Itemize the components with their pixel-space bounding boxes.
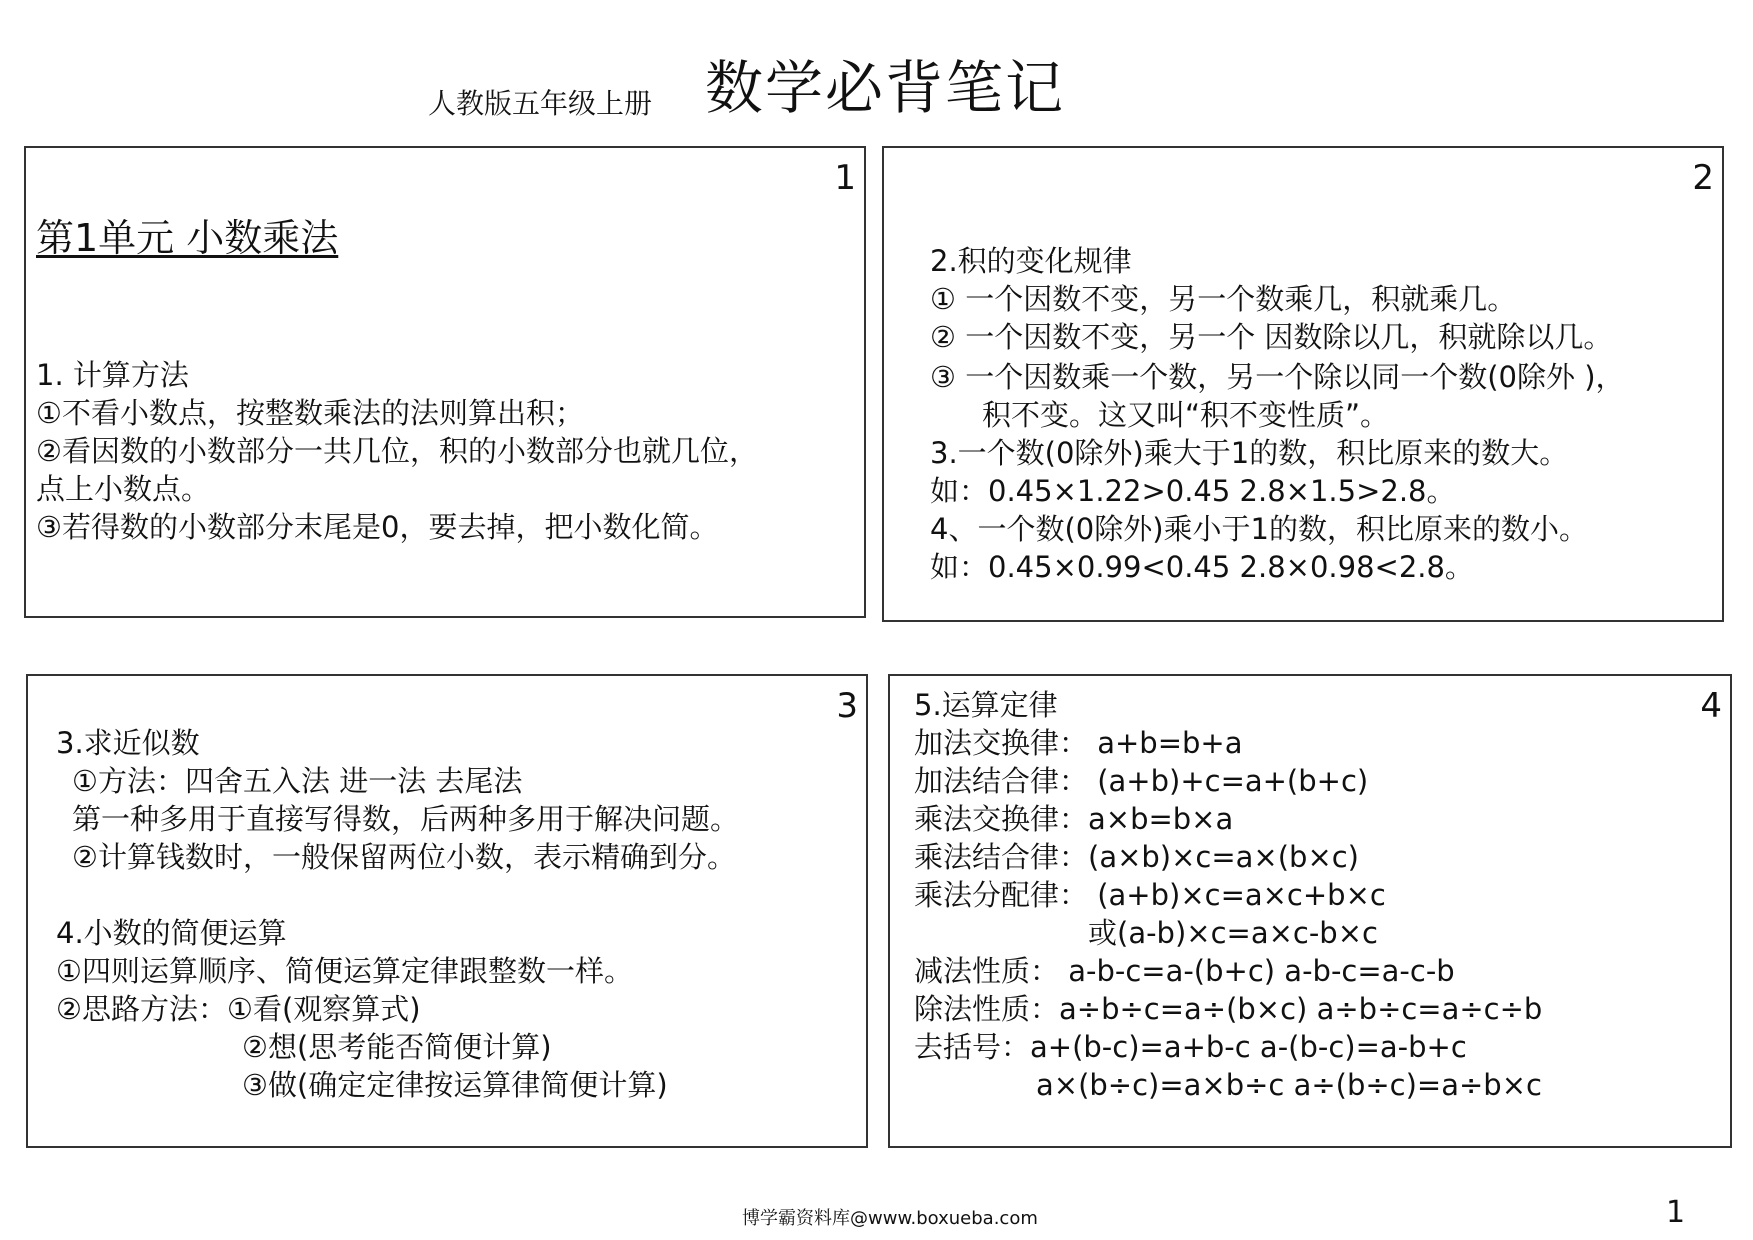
note-line: ③ 一个因数乘一个数，另一个除以同一个数(0除外 )， [930, 360, 1625, 394]
card-number: 2 [1692, 158, 1714, 198]
card-number: 4 [1700, 686, 1722, 726]
note-line: 第一种多用于直接写得数，后两种多用于解决问题。 [72, 802, 740, 836]
note-line: ②计算钱数时，一般保留两位小数，表示精确到分。 [72, 840, 736, 874]
page-number: 1 [1666, 1195, 1686, 1230]
section-heading: 1. 计算方法 [36, 358, 189, 392]
note-line: ②思路方法：①看(观察算式) [56, 992, 421, 1026]
law-line: 减法性质： a-b-c=a-(b+c) a-b-c=a-c-b [914, 954, 1455, 988]
note-line: ①四则运算顺序、简便运算定律跟整数一样。 [56, 954, 633, 988]
law-line: 加法交换律： a+b=b+a [914, 726, 1243, 760]
note-card-4 [888, 674, 1732, 1148]
note-line: ②看因数的小数部分一共几位，积的小数部分也就几位， [36, 434, 758, 468]
card-number: 3 [836, 686, 858, 726]
law-line: 乘法结合律：(a×b)×c=a×(b×c) [914, 840, 1359, 874]
section-heading: 3.一个数(0除外)乘大于1的数，积比原来的数大。 [930, 436, 1569, 470]
section-heading: 4.小数的简便运算 [56, 916, 287, 950]
page-title: 数学必背笔记 [705, 54, 1066, 122]
note-line: ①不看小数点，按整数乘法的法则算出积； [36, 396, 584, 430]
note-line: 积不变。这又叫“积不变性质”。 [982, 398, 1390, 432]
note-card-1 [24, 146, 866, 618]
law-line: 去括号：a+(b-c)=a+b-c a-(b-c)=a-b+c [914, 1030, 1467, 1064]
note-card-3 [26, 674, 868, 1148]
example-line: 如：0.45×0.99<0.45 2.8×0.98<2.8。 [930, 550, 1474, 584]
law-line: 或(a-b)×c=a×c-b×c [1088, 916, 1378, 950]
card-number: 1 [834, 158, 856, 198]
note-line: 点上小数点。 [36, 472, 211, 506]
note-line: ③做(确定定律按运算律简便计算) [242, 1068, 668, 1102]
section-heading: 5.运算定律 [914, 688, 1058, 722]
section-heading: 4、一个数(0除外)乘小于1的数，积比原来的数小。 [930, 512, 1588, 546]
note-line: ① 一个因数不变，另一个数乘几，积就乘几。 [930, 282, 1517, 316]
law-line: 乘法分配律： (a+b)×c=a×c+b×c [914, 878, 1386, 912]
law-line: 除法性质：a÷b÷c=a÷(b×c) a÷b÷c=a÷c÷b [914, 992, 1543, 1026]
law-line: 加法结合律： (a+b)+c=a+(b+c) [914, 764, 1369, 798]
note-line: ②想(思考能否简便计算) [242, 1030, 552, 1064]
note-line: ③若得数的小数部分末尾是0，要去掉，把小数化简。 [36, 510, 719, 544]
note-line: ② 一个因数不变，另一个 因数除以几，积就除以几。 [930, 320, 1613, 354]
section-heading: 2.积的变化规律 [930, 244, 1132, 278]
law-line: 乘法交换律：a×b=b×a [914, 802, 1234, 836]
footer-source: 博学霸资料库@www.boxueba.com [742, 1208, 1038, 1229]
unit-title: 第1单元 小数乘法 [36, 216, 339, 260]
header-subtitle: 人教版五年级上册 [428, 87, 653, 120]
law-line: a×(b÷c)=a×b÷c a÷(b÷c)=a÷b×c [1036, 1068, 1542, 1102]
section-heading: 3.求近似数 [56, 726, 200, 760]
note-card-2 [882, 146, 1724, 622]
note-line: ①方法：四舍五入法 进一法 去尾法 [72, 764, 523, 798]
example-line: 如：0.45×1.22>0.45 2.8×1.5>2.8。 [930, 474, 1456, 508]
